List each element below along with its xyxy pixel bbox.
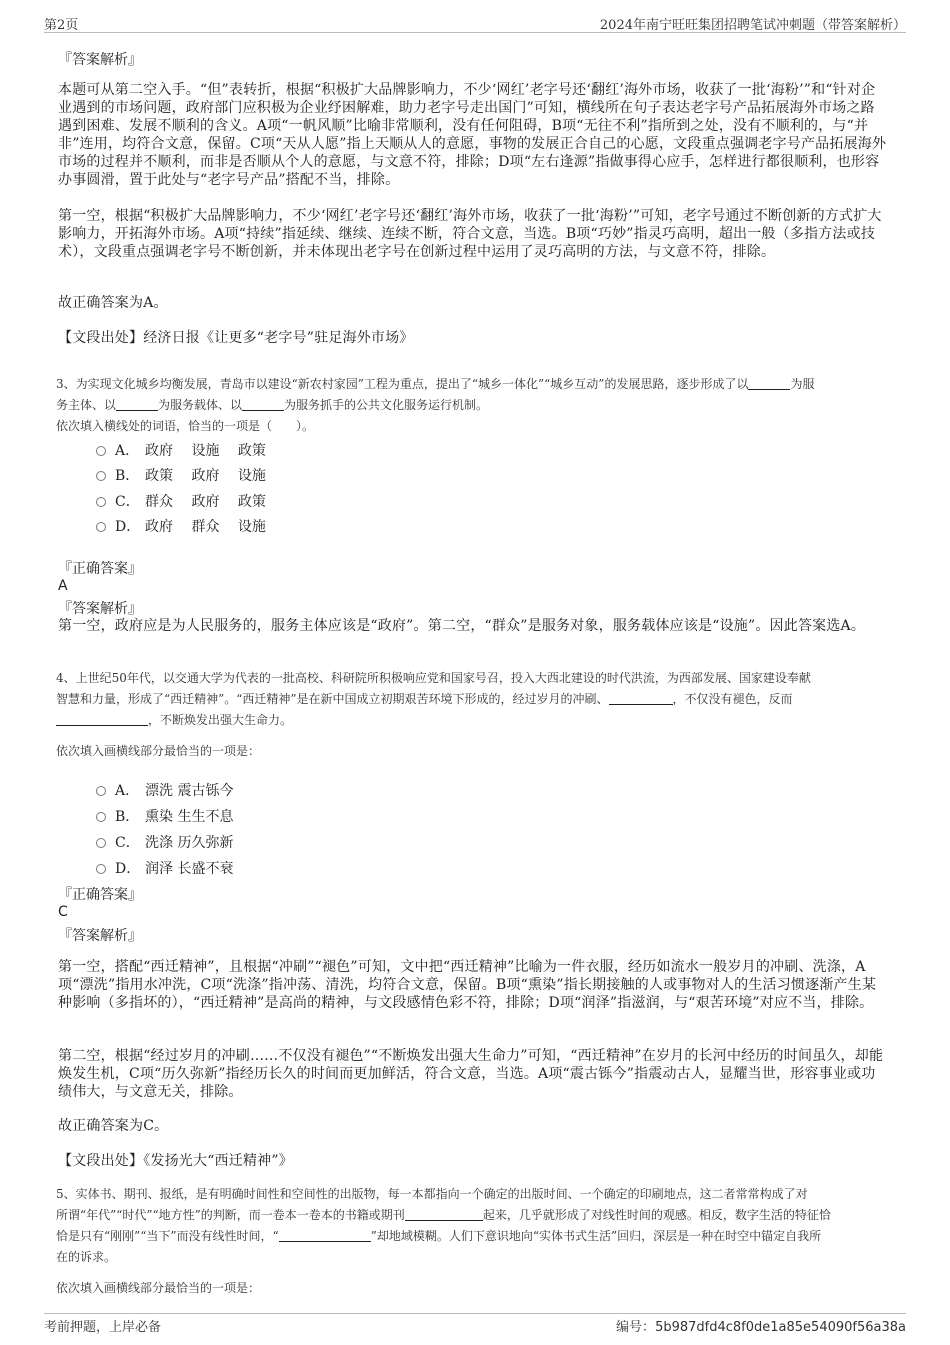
radio-icon[interactable] [96,471,106,481]
q2-analysis-para1: 本题可从第二空入手。“但”表转折，根据“积极扩大品牌影响力，不少‘网红’老字号还‘翻红’海外市场，收获了一批‘海粉’”和“针对企业遇到的市场问题，政府部门应积极为企业纾困解难，助力老字号走出国门”可知，横线所在句子表达老字号产品拓展海外市场之路遇到困难、发展不顺利的含义。A项“一帆风顺”比喻非常顺利，没有任何阻碍，B项“无往不利”指所到之处，没有不顺利的，与“并非”连用，均符合文意，保留。C项“天从人愿”指上天顺从人的意愿，事物的发展正合自己的心愿，文段重点强调老字号产品拓展海外市场的过程并不顺利，而非是否顺从个人的意愿，与文意不符，排除；D项“左右逢源”指做事得心应手，怎样进行都很顺利，也形容办事圆滑，置于此处与“老字号产品”搭配不当，排除。 [58,82,887,188]
page-number: 第2页 [44,18,79,33]
q4-prompt: 依次填入画横线部分最恰当的一项是： [56,744,261,758]
q3-option-a[interactable]: A． 政府 设施 政策 [96,440,266,460]
q4-correct-label: 『正确答案』 [58,887,142,903]
document-title: 2024年南宁旺旺集团招聘笔试冲刺题（带答案解析） [599,18,906,33]
radio-icon[interactable] [96,838,106,848]
q3-option-b[interactable]: B． 政策 政府 设施 [96,465,266,485]
q2-source: 【文段出处】经济日报《让更多“老字号”驻足海外市场》 [58,330,414,346]
q2-analysis-para2: 第一空，根据“积极扩大品牌影响力，不少‘网红’老字号还‘翻红’海外市场，收获了一批‘海粉’”可知，老字号通过不断创新的方式扩大影响力，开拓海外市场。A项“持续”指延续、继续、连续不断，符合文意，当选。B项“巧妙”指灵巧高明，超出一般（多指方法或技术），文段重点强调老字号不断创新，并未体现出老字号在创新过程中运用了灵巧高明的方法，与文意不符，排除。 [58,208,882,260]
q5-stem: 5、实体书、期刊、报纸，是有明确时间性和空间性的出版物，每一本都指向一个确定的出版时间、一个确定的印刷地点，这二者常常构成了对 所谓“年代”“时代”“地方性”的判断，而一卷本一卷本的书籍或期刊 起来，几乎就形成了对线性时间的观感。相反，数字生活的特征恰 恰是只有“刚刚”“当下”而没有线性时间，“ ”却地域模糊。人们下意识地向“实体书式生活”回归，深层是一种在时空中锚定自我所 在的诉求。 [56,1187,831,1264]
q4-option-a[interactable]: A． 漂洗 震古铄今 [96,780,233,800]
q4-correct-answer: C [58,904,68,920]
page-header [44,12,906,33]
document-code: 编号：5b987dfd4c8f0de1a85e54090f56a38a [616,1320,906,1335]
q4-analysis-label: 『答案解析』 [58,928,142,944]
q3-correct-answer: A [58,578,68,594]
q4-conclusion: 故正确答案为C。 [58,1118,169,1134]
page-footer [44,1313,906,1334]
q3-stem: 3、为实现文化城乡均衡发展，青岛市以建设“新农村家园”工程为重点，提出了“城乡一体化”“城乡互动”的发展思路，逐步形成了以 为服 务主体、以 为服务载体、以 为服务抓手的公共文化服务运行机制。 依次填入横线处的词语，恰当的一项是（ ）。 [56,377,815,433]
q4-source: 【文段出处】《发扬光大“西迁精神”》 [58,1153,293,1169]
q4-option-b[interactable]: B． 熏染 生生不息 [96,806,233,826]
radio-icon[interactable] [96,522,106,532]
q4-option-c[interactable]: C． 洗涤 历久弥新 [96,832,233,852]
q2-conclusion: 故正确答案为A。 [58,295,168,311]
q4-analysis-para2: 第二空，根据“经过岁月的冲刷……不仅没有褪色”“不断焕发出强大生命力”可知，“西迁精神”在岁月的长河中经历的时间虽久，却能焕发生机，C项“历久弥新”指经历长久的时间而更加鲜活，符合文意，当选。A项“震古铄今”指震动古人，显耀当世，形容事业或功绩伟大，与文意无关，排除。 [58,1048,884,1100]
q3-option-d[interactable]: D． 政府 群众 设施 [96,516,266,536]
q3-option-c[interactable]: C． 群众 政府 政策 [96,491,266,511]
radio-icon[interactable] [96,446,106,456]
radio-icon[interactable] [96,812,106,822]
q4-option-d[interactable]: D． 润泽 长盛不衰 [96,858,233,878]
q4-analysis-para1: 第一空，搭配“西迁精神”，且根据“冲刷”“褪色”可知，文中把“西迁精神”比喻为一件衣服，经历如流水一般岁月的冲刷、洗涤，A项“漂洗”指用水冲洗，C项“洗涤”指冲荡、清洗，均符合文意，保留。B项“熏染”指长期接触的人或事物对人的生活习惯逐渐产生某种影响（多指坏的），“西迁精神”是高尚的精神，与文段感情色彩不符，排除；D项“润泽”指滋润，与“艰苦环境”对应不当，排除。 [58,959,877,1011]
q3-correct-label: 『正确答案』 [58,561,142,577]
radio-icon[interactable] [96,864,106,874]
q2-analysis-label: 『答案解析』 [58,52,142,68]
radio-icon[interactable] [96,497,106,507]
footer-slogan: 考前押题，上岸必备 [44,1320,162,1335]
q5-prompt: 依次填入画横线部分最恰当的一项是： [56,1281,261,1295]
q3-analysis: 第一空，政府应是为人民服务的，服务主体应该是“政府”。第二空，“群众”是服务对象，服务载体应该是“设施”。因此答案选A。 [58,618,866,634]
radio-icon[interactable] [96,786,106,796]
q4-stem: 4、上世纪50年代，以交通大学为代表的一批高校、科研院所积极响应党和国家号召，投入大西北建设的时代洪流，为西部发展、国家建设奉献 智慧和力量，形成了“西迁精神”。“西迁精神”是在新中国成立初期艰苦环境下形成的，经过岁月的冲刷、 ，不仅没有褪色，反而 ，不断焕发出强大生命力。 [56,671,811,727]
q3-analysis-label: 『答案解析』 [58,601,142,617]
